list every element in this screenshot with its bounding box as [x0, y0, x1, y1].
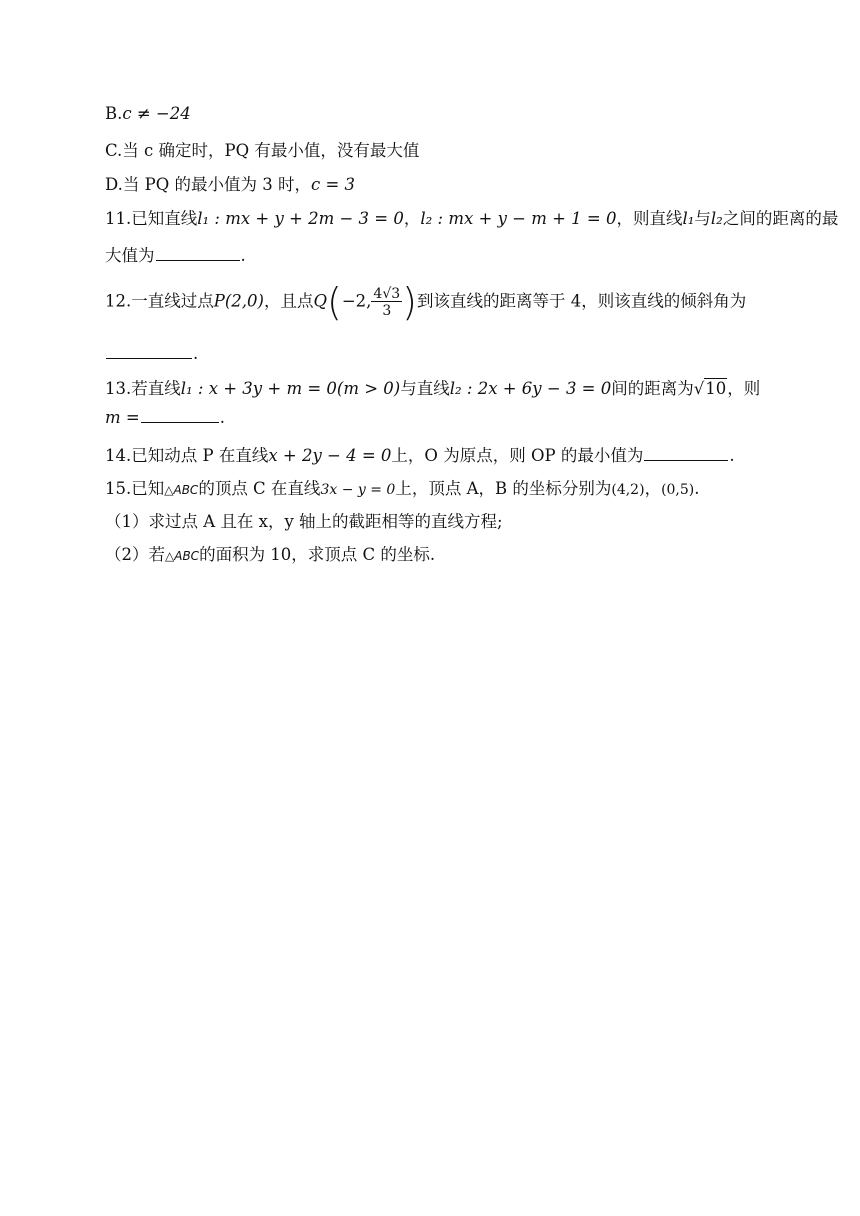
question-14	[105, 442, 735, 466]
q12-coord-x: −2,	[341, 291, 372, 311]
q15-prefix: 15.已知	[105, 479, 165, 498]
q11-answer-blank[interactable]	[156, 259, 240, 261]
q12-point-q: Q	[313, 291, 327, 311]
q15-end: .	[694, 479, 700, 498]
q15-comma: ，	[644, 479, 662, 498]
q13-line-l1: l₁ : x + 3y + m = 0(m > 0)	[180, 379, 401, 398]
q11-text4: 大值为	[105, 246, 155, 265]
q12-paren-right: )	[402, 280, 417, 324]
q12-point-p: P(2,0)	[213, 291, 264, 311]
q13-sqrt-value: 10	[705, 379, 727, 398]
q11-line-l1: l₁ : mx + y + 2m − 3 = 0	[197, 209, 404, 228]
q12-paren-left: (	[327, 280, 342, 324]
q15-text2: 上，顶点 A，B 的坐标分别为	[395, 479, 612, 498]
q11-line-l2: l₂ : mx + y − m + 1 = 0	[420, 209, 617, 228]
q15-line: 3x − y = 0	[320, 482, 396, 498]
q12-end: .	[193, 344, 199, 363]
q11-l2-ref: l₂	[710, 209, 723, 228]
q11-end: .	[240, 246, 246, 265]
q14-prefix: 14.已知动点 P 在直线	[105, 446, 269, 465]
option-b	[105, 104, 191, 123]
q14-answer-blank[interactable]	[644, 459, 728, 461]
q15-point-a: (4,2)	[611, 482, 645, 498]
q13-line-l2: l₂ : 2x + 6y − 3 = 0	[449, 379, 612, 398]
question-13-line1	[105, 375, 760, 399]
q15-part2-prefix: （2）若	[105, 545, 165, 564]
q11-text1: ，则直线	[616, 209, 683, 228]
q13-answer-blank[interactable]	[141, 421, 219, 423]
question-11-line2	[105, 242, 246, 266]
q15-part2-text: 的面积为 10，求顶点 C 的坐标.	[199, 545, 436, 564]
q12-text2: 到该直线的距离等于 4，则该直线的倾斜角为	[416, 291, 747, 311]
q11-l1-ref: l₁	[682, 209, 695, 228]
question-11-line1	[105, 205, 838, 229]
q11-text2: 与	[694, 209, 711, 228]
q13-sqrt	[694, 379, 728, 398]
q13-prefix: 13.若直线	[105, 379, 181, 398]
q15-text1: 的顶点 C 在直线	[198, 479, 321, 498]
option-c-text: C.当 c 确定时，PQ 有最小值，没有最大值	[105, 141, 420, 160]
q15-triangle: △ABC	[164, 483, 199, 497]
q12-frac-den: 3	[382, 302, 392, 319]
q11-comma: ，	[403, 209, 421, 228]
q15-point-b: (0,5)	[661, 482, 695, 498]
question-12-line2	[105, 344, 198, 363]
option-c	[105, 137, 419, 161]
q13-text1: 与直线	[400, 379, 450, 398]
q14-line: x + 2y − 4 = 0	[268, 446, 392, 465]
question-12-line1	[105, 280, 747, 324]
q13-end: .	[219, 408, 225, 427]
option-b-label: B.	[105, 104, 123, 123]
q12-prefix: 12.一直线过点	[105, 291, 214, 311]
q13-text3: ，则	[727, 379, 761, 398]
q15-part2-triangle: △ABC	[165, 549, 200, 563]
sqrt-sign-icon: √	[693, 379, 705, 398]
q12-text1: ，且点	[263, 291, 314, 311]
q11-text3: 之间的距离的最	[722, 209, 839, 228]
q12-answer-blank[interactable]	[106, 357, 192, 359]
q12-frac-num: 4√3	[373, 285, 401, 302]
option-b-math: c ≠ −24	[122, 104, 191, 123]
q11-prefix: 11.已知直线	[105, 209, 198, 228]
question-15	[105, 475, 700, 499]
q15-part1-text: （1）求过点 A 且在 x，y 轴上的截距相等的直线方程;	[105, 512, 503, 531]
question-15-part1	[105, 508, 503, 532]
option-d-text: D.当 PQ 的最小值为 3 时，	[105, 175, 311, 194]
question-15-part2	[105, 541, 435, 565]
q13-m-equals: m =	[105, 408, 140, 427]
q12-fraction	[371, 287, 402, 318]
q14-end: .	[729, 446, 735, 465]
question-13-line2	[105, 408, 225, 427]
q14-text: 上，O 为原点，则 OP 的最小值为	[391, 446, 644, 465]
q13-text2: 间的距离为	[611, 379, 694, 398]
option-d-math: c = 3	[311, 175, 356, 194]
option-d	[105, 171, 355, 195]
